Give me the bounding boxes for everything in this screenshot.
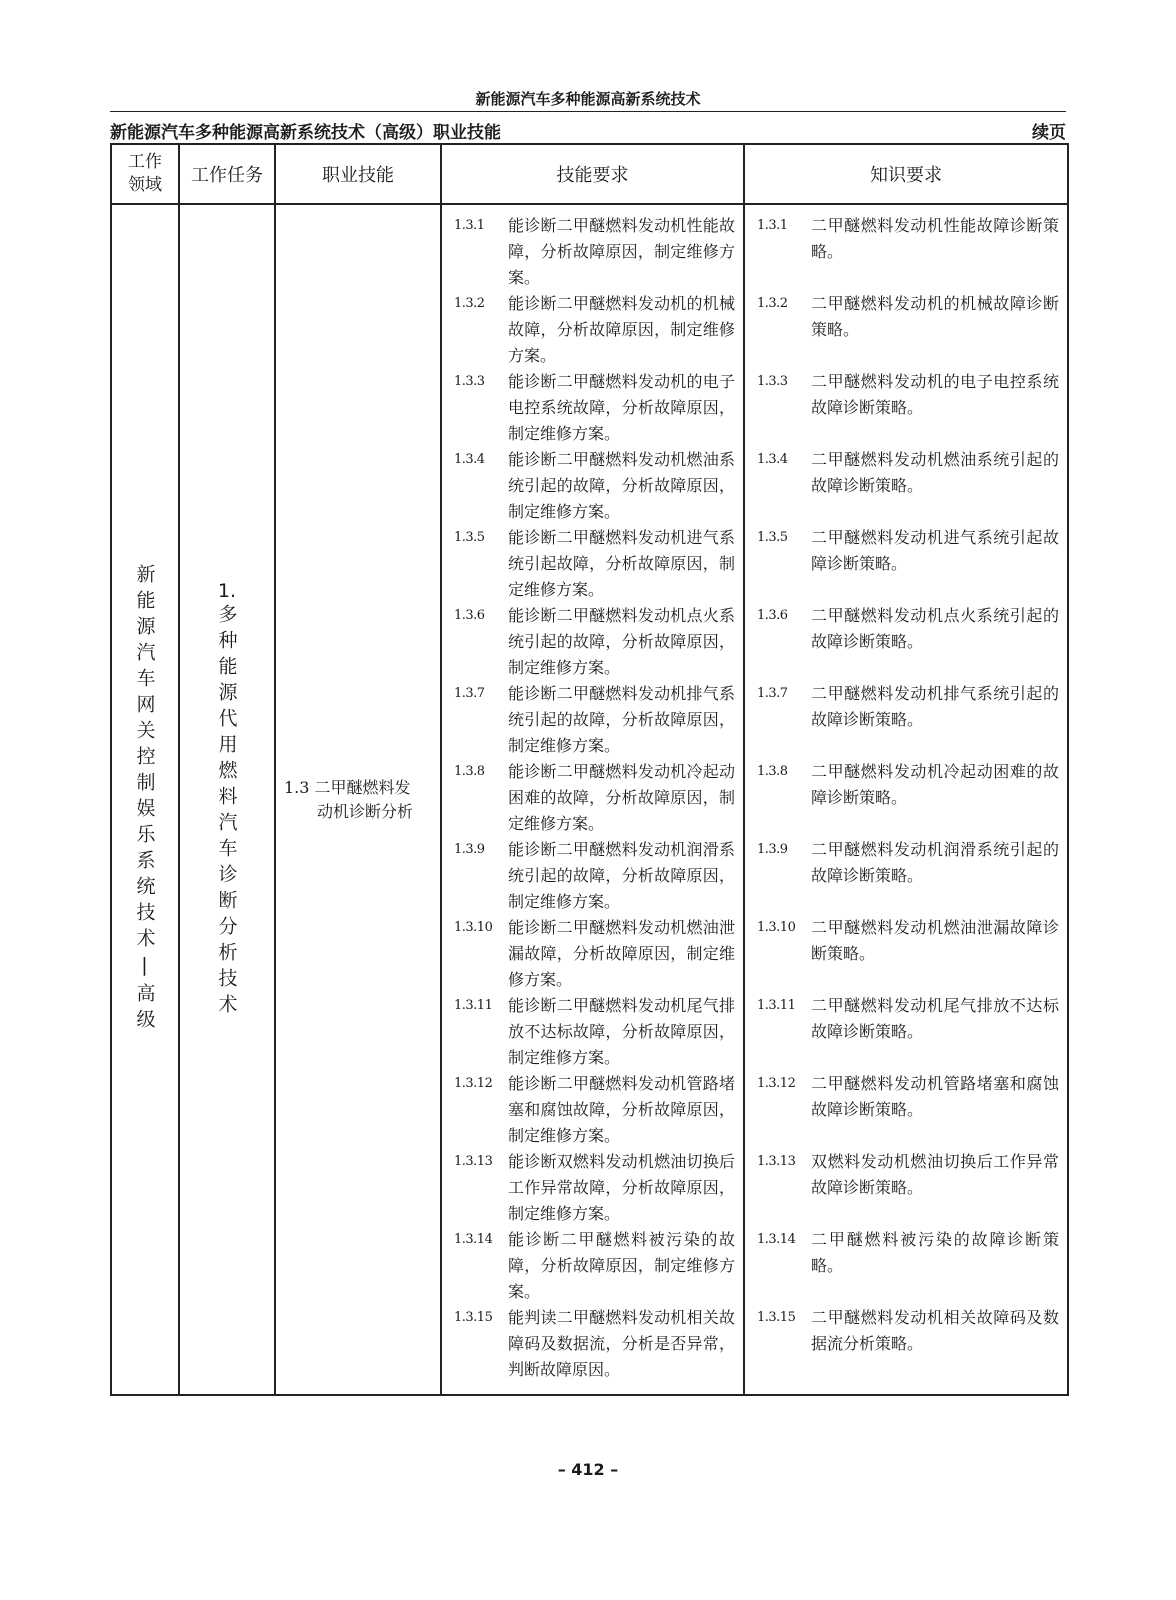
knowledge-requirement-item-text: 二甲醚燃料发动机的电子电控系统故障诊断策略。: [811, 372, 1059, 417]
knowledge-requirement-item: [757, 525, 1059, 603]
skill-requirements-list: [442, 205, 743, 1383]
skill-requirement-item-text: 能诊断二甲醚燃料发动机点火系统引起的故障，分析故障原因，制定维修方案。: [508, 606, 735, 677]
knowledge-requirement-item-text: 二甲醚燃料发动机燃油泄漏故障诊断策略。: [811, 918, 1059, 963]
domain-cell: [111, 204, 179, 1395]
knowledge-requirement-item: [757, 369, 1059, 447]
skill-requirement-item-text: 能诊断二甲醚燃料发动机管路堵塞和腐蚀故障，分析故障原因，制定维修方案。: [508, 1074, 735, 1145]
header-task: 工作任务: [179, 144, 275, 204]
skill-requirement-item: [454, 993, 735, 1071]
skill-requirement-item-text: 能诊断二甲醚燃料发动机润滑系统引起的故障，分析故障原因，制定维修方案。: [508, 840, 735, 911]
table-row: [111, 204, 1068, 1395]
skill-requirement-item: [454, 213, 735, 291]
skill-requirement-item-number: 1.3.8: [454, 764, 485, 779]
knowledge-requirement-item: [757, 213, 1059, 291]
skill-requirement-item-text: 能判读二甲醚燃料发动机相关故障码及数据流，分析是否异常，判断故障原因。: [508, 1308, 735, 1379]
page-number: – 412 –: [557, 1460, 619, 1479]
knowledge-requirement-item: [757, 1149, 1059, 1227]
knowledge-requirement-item: [757, 1227, 1059, 1305]
knowledge-requirement-item-text: 二甲醚燃料发动机进气系统引起故障诊断策略。: [811, 528, 1059, 573]
knowledge-requirement-item-text: 双燃料发动机燃油切换后工作异常故障诊断策略。: [811, 1152, 1059, 1197]
header-skill: 职业技能: [275, 144, 441, 204]
skill-requirement-item-number: 1.3.15: [454, 1310, 493, 1325]
header-domain-line2: 领域: [128, 175, 162, 195]
skill-requirement-item-number: 1.3.5: [454, 530, 485, 545]
knowledge-requirement-item-text: 二甲醚燃料发动机排气系统引起的故障诊断策略。: [811, 684, 1059, 729]
knowledge-requirement-item-number: 1.3.4: [757, 452, 788, 467]
knowledge-requirements-cell: [744, 204, 1068, 1395]
domain-text: 新能源汽车网关控制娱乐系统技术|高级: [133, 564, 156, 1035]
knowledge-requirement-item-number: 1.3.10: [757, 920, 796, 935]
knowledge-requirement-item: [757, 291, 1059, 369]
skill-requirement-item: [454, 759, 735, 837]
knowledge-requirement-item: [757, 915, 1059, 993]
skill-requirement-item-number: 1.3.1: [454, 218, 485, 233]
knowledge-requirement-item-number: 1.3.8: [757, 764, 788, 779]
knowledge-requirement-item: [757, 1305, 1059, 1383]
knowledge-requirement-item: [757, 603, 1059, 681]
knowledge-requirement-item-number: 1.3.13: [757, 1154, 796, 1169]
skill-requirement-item: [454, 447, 735, 525]
skill-requirement-item: [454, 915, 735, 993]
knowledge-requirements-list: [745, 205, 1067, 1383]
skill-requirement-item-text: 能诊断二甲醚燃料发动机燃油系统引起的故障，分析故障原因，制定维修方案。: [508, 450, 735, 521]
skill-requirement-item-text: 能诊断二甲醚燃料发动机尾气排放不达标故障，分析故障原因，制定维修方案。: [508, 996, 735, 1067]
knowledge-requirement-item-number: 1.3.3: [757, 374, 788, 389]
skill-requirement-item: [454, 525, 735, 603]
skill-requirements-cell: [441, 204, 744, 1395]
knowledge-requirement-item-text: 二甲醚燃料发动机润滑系统引起的故障诊断策略。: [811, 840, 1059, 885]
knowledge-requirement-item: [757, 993, 1059, 1071]
knowledge-requirement-item-text: 二甲醚燃料发动机相关故障码及数据流分析策略。: [811, 1308, 1059, 1353]
skill-requirement-item-number: 1.3.11: [454, 998, 493, 1013]
header-skill-requirements: 技能要求: [441, 144, 744, 204]
knowledge-requirement-item: [757, 759, 1059, 837]
skill-requirement-item-number: 1.3.10: [454, 920, 493, 935]
skill-requirement-item: [454, 1149, 735, 1227]
knowledge-requirement-item-number: 1.3.15: [757, 1310, 796, 1325]
skill-line2: 动机诊断分析: [317, 801, 414, 821]
skill-requirement-item: [454, 1071, 735, 1149]
skill-requirement-item-number: 1.3.4: [454, 452, 485, 467]
knowledge-requirement-item-number: 1.3.7: [757, 686, 788, 701]
table-title: 新能源汽车多种能源高新系统技术（高级）职业技能: [110, 123, 501, 143]
skill-requirement-item: [454, 681, 735, 759]
continued-label: 续页: [1032, 123, 1066, 143]
header-domain-line1: 工作: [128, 152, 162, 172]
knowledge-requirement-item: [757, 837, 1059, 915]
skill-requirement-item-text: 能诊断二甲醚燃料被污染的故障，分析故障原因，制定维修方案。: [508, 1230, 735, 1301]
skill-requirement-item-text: 能诊断二甲醚燃料发动机燃油泄漏故障，分析故障原因，制定维修方案。: [508, 918, 735, 989]
skill-requirement-item-text: 能诊断二甲醚燃料发动机的机械故障，分析故障原因，制定维修方案。: [508, 294, 735, 365]
skill-cell: [275, 204, 441, 1395]
skill-requirement-item-number: 1.3.12: [454, 1076, 493, 1091]
knowledge-requirement-item-text: 二甲醚燃料发动机尾气排放不达标故障诊断策略。: [811, 996, 1059, 1041]
running-header: 新能源汽车多种能源高新系统技术: [475, 90, 701, 108]
knowledge-requirement-item-number: 1.3.6: [757, 608, 788, 623]
task-number: 1.: [217, 579, 237, 602]
header-rule: [110, 111, 1066, 112]
knowledge-requirement-item-number: 1.3.2: [757, 296, 788, 311]
knowledge-requirement-item: [757, 1071, 1059, 1149]
skill-line1: 1.3 二甲醚燃料发: [284, 777, 411, 797]
skill-requirement-item-number: 1.3.9: [454, 842, 485, 857]
skill-requirement-item: [454, 291, 735, 369]
knowledge-requirement-item: [757, 447, 1059, 525]
skill-requirement-item-text: 能诊断二甲醚燃料发动机排气系统引起的故障，分析故障原因，制定维修方案。: [508, 684, 735, 755]
knowledge-requirement-item-text: 二甲醚燃料发动机的机械故障诊断策略。: [811, 294, 1059, 339]
skill-requirement-item: [454, 837, 735, 915]
table-header-row: [111, 144, 1068, 204]
skill-requirement-item-text: 能诊断双燃料发动机燃油切换后工作异常故障，分析故障原因，制定维修方案。: [508, 1152, 735, 1223]
knowledge-requirement-item-number: 1.3.5: [757, 530, 788, 545]
task-cell: [179, 204, 275, 1395]
knowledge-requirement-item-number: 1.3.14: [757, 1232, 796, 1247]
task-name: 多种能源代用燃料汽车诊断分析技术: [215, 603, 238, 1020]
skill-requirement-item-text: 能诊断二甲醚燃料发动机冷起动困难的故障，分析故障原因，制定维修方案。: [508, 762, 735, 833]
knowledge-requirement-item-text: 二甲醚燃料被污染的故障诊断策略。: [811, 1230, 1059, 1275]
skills-table: [110, 143, 1069, 1396]
skill-requirement-item-number: 1.3.6: [454, 608, 485, 623]
header-knowledge-requirements: 知识要求: [744, 144, 1068, 204]
knowledge-requirement-item-text: 二甲醚燃料发动机冷起动困难的故障诊断策略。: [811, 762, 1059, 807]
skill-requirement-item-number: 1.3.2: [454, 296, 485, 311]
knowledge-requirement-item-text: 二甲醚燃料发动机性能故障诊断策略。: [811, 216, 1059, 261]
skill-requirement-item-number: 1.3.14: [454, 1232, 493, 1247]
skill-requirement-item: [454, 603, 735, 681]
skill-requirement-item-number: 1.3.3: [454, 374, 485, 389]
skill-requirement-item-number: 1.3.7: [454, 686, 485, 701]
knowledge-requirement-item-text: 二甲醚燃料发动机管路堵塞和腐蚀故障诊断策略。: [811, 1074, 1059, 1119]
knowledge-requirement-item-number: 1.3.1: [757, 218, 788, 233]
knowledge-requirement-item-number: 1.3.9: [757, 842, 788, 857]
skill-requirement-item-text: 能诊断二甲醚燃料发动机进气系统引起故障，分析故障原因，制定维修方案。: [508, 528, 735, 599]
skill-requirement-item-text: 能诊断二甲醚燃料发动机的电子电控系统故障，分析故障原因，制定维修方案。: [508, 372, 735, 443]
knowledge-requirement-item-number: 1.3.11: [757, 998, 796, 1013]
knowledge-requirement-item: [757, 681, 1059, 759]
skill-requirement-item: [454, 1305, 735, 1383]
knowledge-requirement-item-text: 二甲醚燃料发动机燃油系统引起的故障诊断策略。: [811, 450, 1059, 495]
skill-requirement-item: [454, 369, 735, 447]
skill-requirement-item-text: 能诊断二甲醚燃料发动机性能故障，分析故障原因，制定维修方案。: [508, 216, 735, 287]
skill-requirement-item-number: 1.3.13: [454, 1154, 493, 1169]
header-domain: [111, 144, 179, 204]
knowledge-requirement-item-text: 二甲醚燃料发动机点火系统引起的故障诊断策略。: [811, 606, 1059, 651]
skill-requirement-item: [454, 1227, 735, 1305]
knowledge-requirement-item-number: 1.3.12: [757, 1076, 796, 1091]
